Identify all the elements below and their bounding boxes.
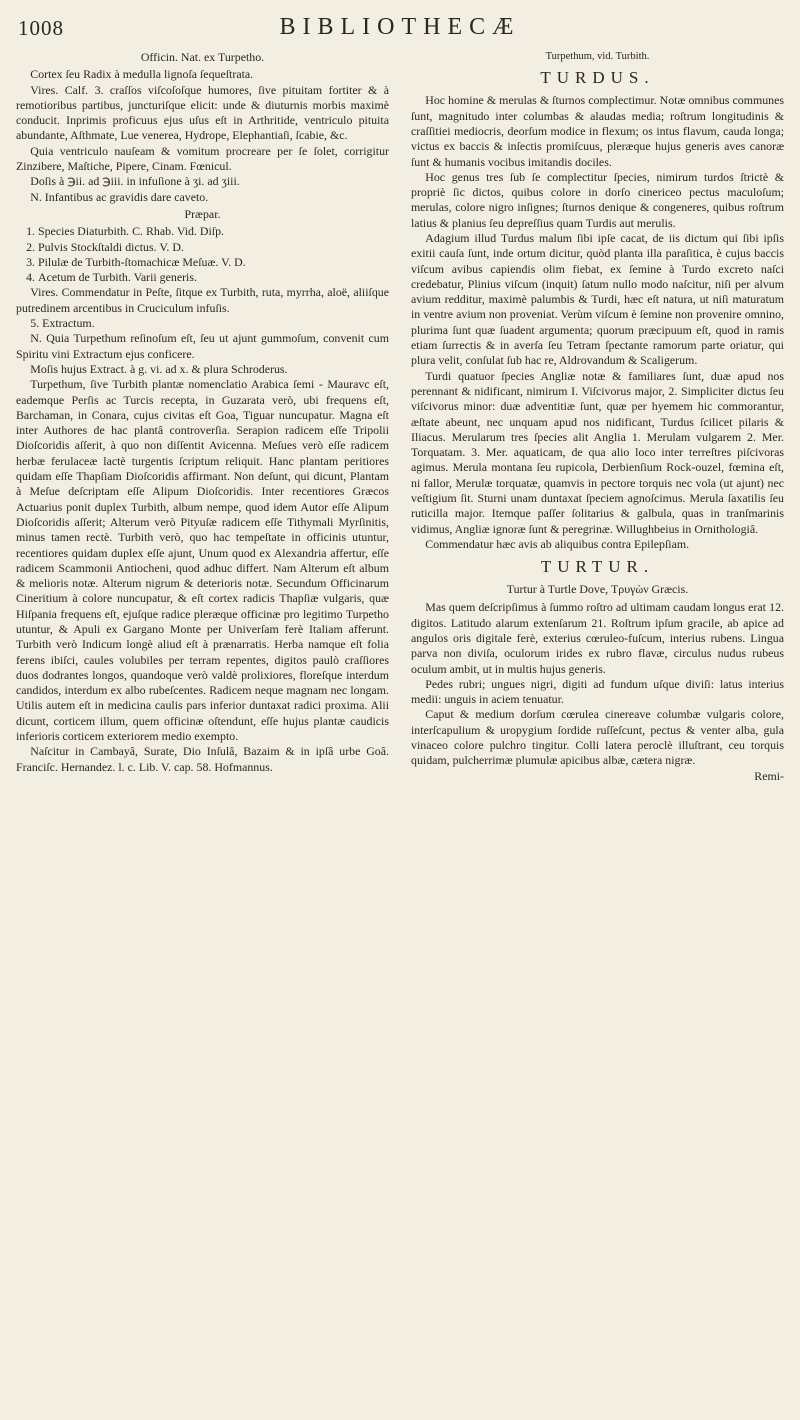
right-paragraph: Mas quem deſcripſimus à ſummo roſtro ad ultimam caudam longus erat 12. digitos. Latitudo alarum extenſarum 21. Roſtrum ipſum gracile, ab apice ad angulos oris digitale ferè, exterius cœruleo-fuſcum, interius rubens. Lingua parva non diviſa, oculorum irides ex rubro flavæ, circulus nudus rubeus oculum ambit, ut in multis hujus generis. <box>411 600 784 676</box>
running-note: Turpethum, vid. Turbith. <box>545 51 650 62</box>
right-paragraph: Hoc genus tres ſub ſe complectitur ſpecies, nimirum turdos ſtrictè & propriè ſic dictos, quibus colore in dorſo cinericeo pectus maculoſum; merulas, colore nigro inſignes; ſturnos denique & congeneres, quibus roſtrum latius & planius ſeu depreſſius quam Turdis aut merulis. <box>411 169 784 230</box>
two-column-body <box>16 48 784 1398</box>
left-paragraph: Doſis à ℈ii. ad ℈iii. in infuſione à ʒi. ad ʒiii. <box>30 174 240 189</box>
left-column <box>16 48 389 1398</box>
right-paragraph: Pedes rubri; ungues nigri, digiti ad fundum uſque diviſi: latus interius medii: unguis in aciem tenuatur. <box>411 676 784 707</box>
left-paragraph: Turpethum, ſive Turbith plantæ nomenclatio Arabica ſemi - Mauravc eſt, eademque Perſis ac Turcis recepta, in Guzarata verò, ubi frequens eſt, Barchaman, in Conara, cujus civitas eſt Goa, Tiguar nuncupatur. Magna eſt inter Authores de hac plantâ controverſia. Serapion radicem eſſe Tripolii Dioſcoridis aſſerit, à quo non diſſentit Avicenna. Meſues verò eſſe radicem herbæ ferulaceæ lactè turgentis ſcriptum reliquit. Hanc plantam peritiores quidam eſſe Thapſiam Dioſcoridis affirmant. Non deſunt, qui dicunt, Plantam à Meſue deſcriptam eſſe Alipum Dioſcoridis. Inter recentiores Græcos Actuarius ponit duplex Turbith, album nempe, quod idem Autor eſſe Alipum Dioſcoridis aſſerit; Alterum verò Pityuſæ radicem eſſe Tithymali Myrſinitis, minus tamen rectè. Turbith verò, quo hac tempeſtate in officinis utuntur, recentiores quidam duplex eſſe ajunt, Unum quod ex Alexandria affertur, eſſe radicem Scammonii Antiocheni, quod adhuc differt. Nam Alterum eſt album & melioris notæ. Alterum nigrum & deterioris notæ. Secundum Officinarum Cineritium à colore nuncupatur, & eſt cortex radicis Thapſiæ vulgaris, quæ Hiſpania frequens eſt, ejuſque radice pleræque officinæ pro legitimo Turpetho utuntur, & Apuli ex Gargano Monte per Univerſam ferè Italiam afferunt. Turbith verò Indicum longè aliud eſt à prænarratis. Herba namque eſt folia ferens ibiſci, caules volubiles per terram repentes, digitos paulò craſſiores duos dodrantes longos, quandoque verò valdè prolixiores, floreſque interdum candidos, interdum ex albo rubeſcentes. Radicem neque magnam nec longam. Utilis autem eſt in medicina caulis pars inferior duntaxat radici proxima. Alii dicunt, corticem illum, quem officinæ oſtendunt, eſſe hujus plantæ caudicis inferioris corticem exteriorem medio exempto. <box>16 377 389 744</box>
preparation-item: 1. Species Diaturbith. C. Rhab. Vid. Diſp. <box>38 224 389 239</box>
praepar-label: Præpar. <box>184 206 221 221</box>
running-head: BIBLIOTHECÆ <box>279 14 521 40</box>
left-paragraph: 5. Extractum. <box>30 316 95 331</box>
left-paragraph: Moſis hujus Extract. à g. vi. ad x. & plura Schroderus. <box>30 361 288 376</box>
right-paragraph: Caput & medium dorſum cœrulea cinereave columbæ vulgaris colore, interſcapulium & uropygium ſordide ruſſeſcunt, pectus & venter alba, gula vinaceo colore pulchro tingitur. Colli latera peroclè illuſtrant, ceu torquis quidam, pulcherrimæ plumulæ apicibus albæ, cætera nigræ. <box>411 707 784 768</box>
right-paragraph: Hoc homine & merulas & ſturnos complectimur. Notæ omnibus communes ſunt, magnitudo inter columbas & alaudas media; roſtrum longitudinis & craſſitiei mediocris, deorſum modice in flexum; os intus flavum, cauda longa; victus ex baccis & inſectis promiſcuus, pleræque hujus generis aves canoræ ſunt & humanis vocibus imitandis dociles. <box>411 93 784 169</box>
preparation-item: 3. Pilulæ de Turbith-ſtomachicæ Meſuæ. V. D. <box>38 255 389 270</box>
left-paragraph: Cortex ſeu Radix à medulla lignoſa ſequeſtrata. <box>30 67 254 82</box>
page-number: 1008 <box>18 16 64 40</box>
left-paragraph: Naſcitur in Cambayâ, Surate, Dio Inſulâ, Bazaim & in ipſâ urbe Goâ. Franciſc. Hernandez. l. c. Lib. V. cap. 58. Hofmannus. <box>16 744 389 774</box>
preparation-list <box>16 224 389 285</box>
right-paragraph: Turdi quatuor ſpecies Angliæ notæ & familiares ſunt, duæ apud nos perennant & nidificant, nimirum I. Viſcivorus major, 2. Simpliciter dictus ſeu viſcivorus minor: duæ adventitiæ ſunt, quæ per hyemem hic commorantur, æſtate abeunt, nec unquam apud nos nidificant, Turdus ſcilicet pilaris & Iliacus. Merularum tres ſpecies alit Anglia 1. Merulam vulgarem 2. Mer. Torquatam. 3. Mer. aquaticam, de qua alio loco inter terreſtres piſcivoras agimus. Merula montana ſeu rupicola, Derbienſium Rock-ouzel, fœmina eſt, ni fallor, Merulæ torquatæ, quamvis in pectore torquis nec vola (ut ajunt) nec veſtigium ſit. Sturni unam duntaxat ſpeciem agnoſcimus. Merula ſaxatilis ſeu ruticilla major. Itemque paſſer ſolitarius & galbula, quas in tranſmarinis vidimus, Angliæ ignoræ ſunt & peregrinæ. Willughbeius in Ornithologiâ. <box>411 368 784 536</box>
page-header <box>16 14 784 48</box>
catchword: Remi- <box>754 768 784 783</box>
left-heading: Officin. Nat. ex Turpetho. <box>140 50 265 64</box>
left-paragraph: Quia ventriculo nauſeam & vomitum procreare per ſe ſolet, corrigitur Zinzibere, Maſtiche, Pipere, Cinam. Fœnicul. <box>16 143 389 174</box>
preparation-item: 2. Pulvis Stockſtaldi dictus. V. D. <box>38 240 389 255</box>
left-paragraph: N. Infantibus ac gravidis dare caveto. <box>30 189 209 204</box>
section-subtitle-turtur: Turtur à Turtle Dove, Τρυγὼν Græcis. <box>506 582 689 597</box>
preparation-item: 4. Acetum de Turbith. Varii generis. <box>38 270 389 285</box>
left-paragraph: Vires. Calf. 3. craſſos viſcoſoſque humores, ſive pituitam fortiter & à remotioribus partibus, juncturiſque elicit: unde & diuturnis morbis maximè conducit. Inprimis proficuus ejus uſus eſt in Arthritide, ventriculo pituita abundante, Aſthmate, Lue venerea, Hydrope, Elephantiaſi, ſcabie, &c. <box>16 82 389 143</box>
right-paragraph: Adagium illud Turdus malum ſibi ipſe cacat, de iis dictum qui ſibi ipſis exitii cauſa ſunt, inde ortum dicitur, quòd planta illa paraſitica, è cujus baccis viſcum avibus capiendis olim fiebat, ex ſemine à Turdo excreto naſci credebatur, Plinius viſcum (inquit) ſatum nullo modo naſcitur, niſi per alvum avium redditur, maximè palumbis & Turdi, hæc eſt natura, ut niſi maturatum in ventre avium non proveniat. Verùm viſcum è ſemine non provenire omnino, plurima ſunt quæ ſuadent argumenta; quorum præcipuum eſt, quod in ramis etiam ſurrectis & in averſa ſeu Tetram ſpectante ramorum parte oriatur, qui plura velit, conſulat ſub hac re, Aldrovandum & Scaligerum. <box>411 231 784 368</box>
section-title-turdus: TURDUS. <box>540 68 655 88</box>
section-title-turtur: TURTUR. <box>540 557 655 577</box>
left-paragraph: N. Quia Turpethum reſinoſum eſt, ſeu ut ajunt gummoſum, convenit cum Spiritu vini Extractum ejus conficere. <box>16 331 389 361</box>
right-paragraph: Commendatur hæc avis ab aliquibus contra Epilepſiam. <box>425 536 690 551</box>
left-paragraph: Vires. Commendatur in Peſte, ſitque ex Turbith, ruta, myrrha, aloë, aliiſque putredinem arcentibus in Cruciculum infuſis. <box>16 285 389 315</box>
right-column <box>411 48 784 1398</box>
